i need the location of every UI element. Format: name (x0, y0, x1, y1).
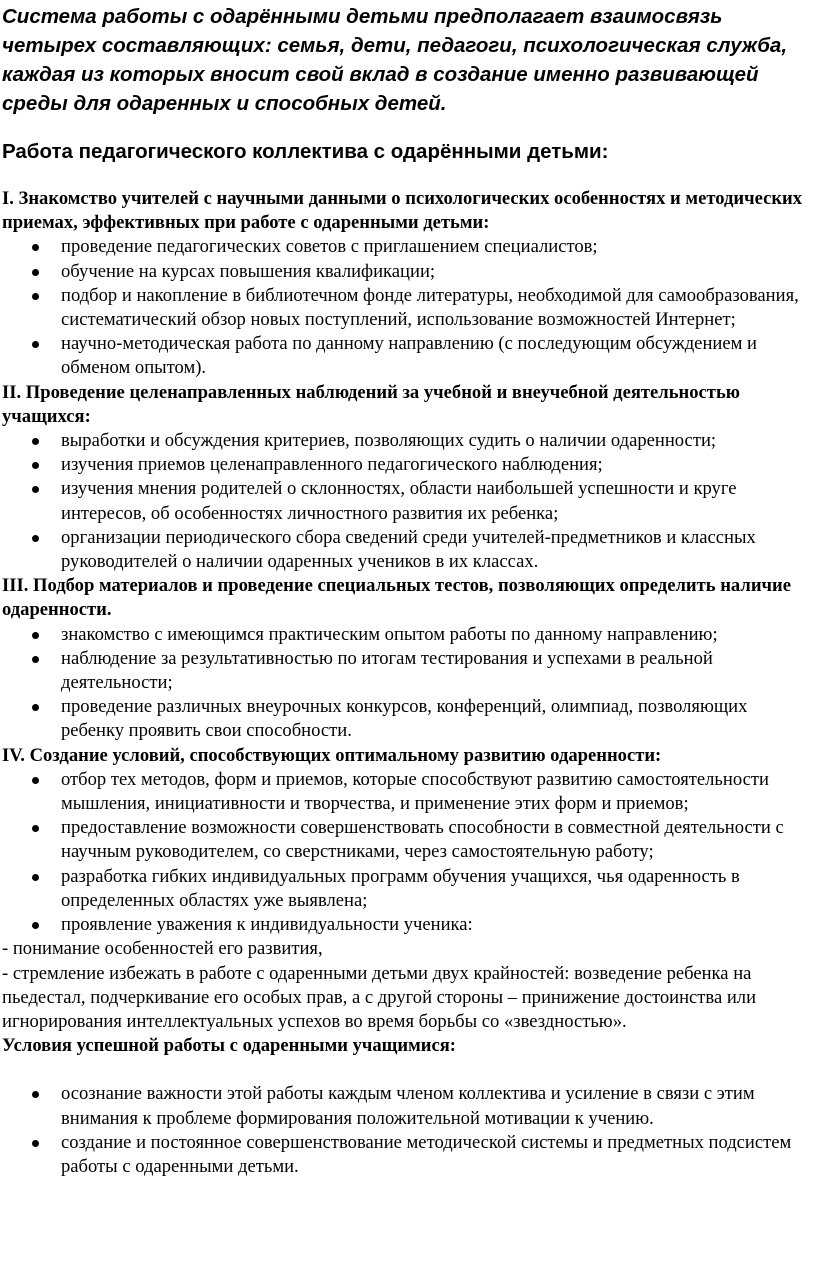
list-item: изучения приемов целенаправленного педагогического наблюдения; (2, 453, 814, 477)
conditions-list (2, 1082, 814, 1179)
section-1-heading: I. Знакомство учителей с научными данными о психологических особенностях и методических приемах, эффективных при работе с одаренными детьми: (2, 188, 803, 234)
document-body (2, 187, 814, 1179)
list-item: выработки и обсуждения критериев, позволяющих судить о наличии одаренности; (2, 429, 814, 453)
section-1-list (2, 235, 814, 380)
list-item: отбор тех методов, форм и приемов, которые способствуют развитию самостоятельности мышления, инициативности и творчества, и применение этих форм и приемов; (2, 768, 814, 816)
conditions-heading: Условия успешной работы с одаренными учащимися: (2, 1035, 456, 1057)
section-3-list (2, 623, 814, 744)
list-item: обучение на курсах повышения квалификации; (2, 260, 814, 284)
spacer (2, 1058, 814, 1082)
list-item: наблюдение за результативностью по итогам тестирования и успехами в реальной деятельности; (2, 647, 814, 695)
section-2-heading: II. Проведение целенаправленных наблюдений за учебной и внеучебной деятельностью учащихся: (2, 381, 740, 427)
section-4-heading: IV. Создание условий, способствующих оптимальному развитию одаренности: (2, 744, 662, 766)
dash-item: - стремление избежать в работе с одаренными детьми двух крайностей: возведение ребенка на пьедестал, подчеркивание его особых прав, а с другой стороны – принижение достоинства или игнорирования интеллектуальных успехов во время борьбы со «звездностью». (2, 962, 757, 1032)
list-item: научно-методическая работа по данному направлению (с последующим обсуждением и обменом опытом). (2, 332, 814, 380)
list-item: подбор и накопление в библиотечном фонде литературы, необходимой для самообразования, систематический обзор новых поступлений, использование возможностей Интернет; (2, 284, 814, 332)
list-item: проведение различных внеурочных конкурсов, конференций, олимпиад, позволяющих ребенку проявить свои способности. (2, 695, 814, 743)
section-3-heading: III. Подбор материалов и проведение специальных тестов, позволяющих определить наличие одаренности. (2, 575, 791, 621)
list-item: проявление уважения к индивидуальности ученика: (2, 913, 814, 937)
list-item: предоставление возможности совершенствовать способности в совместной деятельности с научным руководителем, со сверстниками, через самостоятельную работу; (2, 816, 814, 864)
list-item: изучения мнения родителей о склонностях, области наибольшей успешности и круге интересов, об особенностях личностного развития их ребенка; (2, 477, 814, 525)
page-title: Работа педагогического коллектива с одарёнными детьми: (2, 140, 609, 163)
intro-paragraph: Система работы с одарёнными детьми предполагает взаимосвязь четырех составляющих: семья, дети, педагоги, психологическая служба, каждая из которых вносит свой вклад в создание именно развивающей среды для одаренных и способных детей. (2, 5, 788, 115)
section-4-list (2, 768, 814, 937)
list-item: разработка гибких индивидуальных программ обучения учащихся, чья одаренность в определенных областях уже выявлена; (2, 865, 814, 913)
dash-item: - понимание особенностей его развития, (2, 938, 323, 960)
list-item: осознание важности этой работы каждым членом коллектива и усиление в связи с этим внимания к проблеме формирования положительной мотивации к учению. (2, 1082, 814, 1130)
section-2-list (2, 429, 814, 574)
list-item: знакомство с имеющимся практическим опытом работы по данному направлению; (2, 623, 814, 647)
list-item: создание и постоянное совершенствование методической системы и предметных подсистем работы с одаренными детьми. (2, 1131, 814, 1179)
list-item: проведение педагогических советов с приглашением специалистов; (2, 235, 814, 259)
list-item: организации периодического сбора сведений среди учителей-предметников и классных руководителей о наличии одаренных учеников в их классах. (2, 526, 814, 574)
